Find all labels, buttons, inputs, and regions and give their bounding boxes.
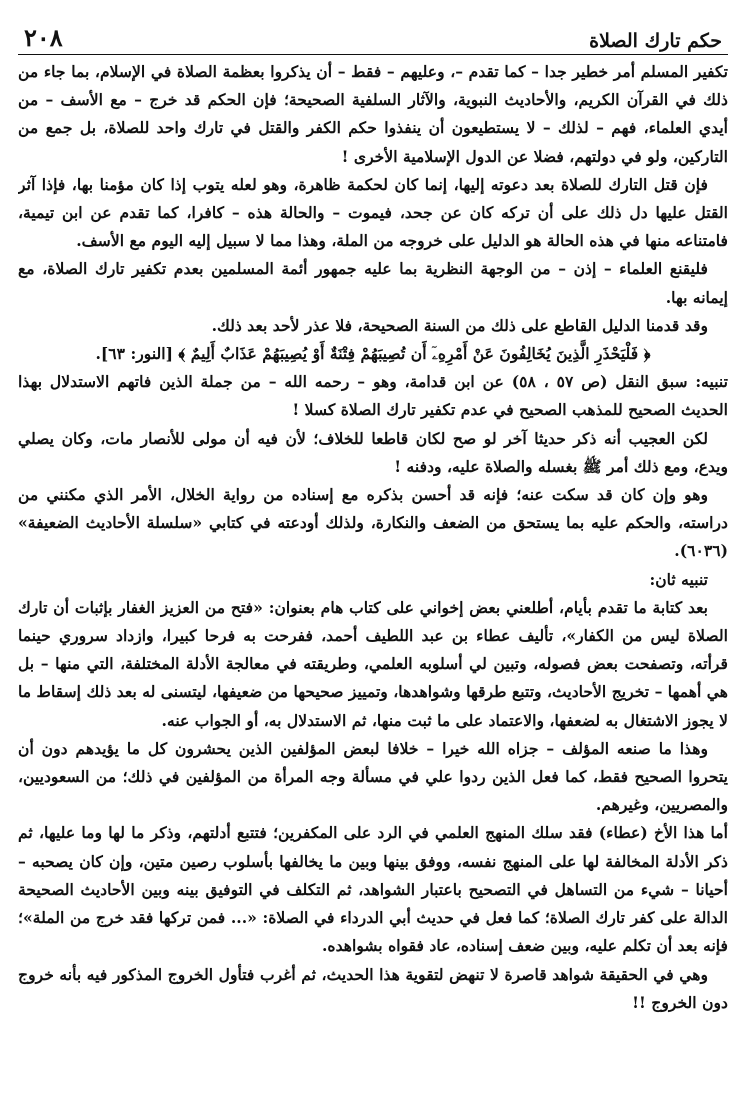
- paragraph-1: تكفير المسلم أمر خطير جدا – كما تقدم –، وعليهم – فقط – أن يذكروا بعظمة الصلاة في الإسلام، بما جاء من ذلك في القرآن الكريم، والأحاديث النبوية، والآثار السلفية الصحيحة؛ فإن الحكم قد خرج – مع الأسف – من أيدي العلماء، فهم – لذلك – لا يستطيعون أن ينفذوا حكم الكفر والقتل في تارك واحد للصلاة، بل جمع من التاركين، ولو في دولتهم، فضلا عن الدول الإسلامية الأخرى !: [18, 62, 728, 166]
- quran-verse: ﴿ فَلْيَحْذَرِ الَّذِينَ يُخَالِفُونَ عَنْ أَمْرِهِۦٓ أَن تُصِيبَهُمْ فِتْنَةٌ أَوْ يُصِيبَهُمْ عَذَابٌ أَلِيمٌ ﴾ [النور: ٦٣].: [95, 344, 651, 364]
- note-1: تنبيه: سبق النقل (ص ٥٧ ، ٥٨) عن ابن قدامة، وهو – رحمه الله – من جملة الذين فاتهم الاستدلال بهذا الحديث الصحيح للمذهب الصحيح في عدم تكفير تارك الصلاة كسلا !: [18, 372, 728, 420]
- book-page: [18, 18, 728, 1078]
- page-header: [18, 18, 728, 55]
- paragraph-7: بعد كتابة ما تقدم بأيام، أطلعني بعض إخواني على كتاب هام بعنوان: «فتح من العزيز الغفار بإثبات أن تارك الصلاة ليس من الكفار»، تأليف عطاء بن عبد اللطيف أحمد، ففرحت به فرحا كبيرا، وازداد سروري حينما قرأته، وتصفحت بعض فصوله، وتبين لي أسلوبه العلمي، وطريقته في معالجة الأدلة المختلفة، التي منها – بل هي أهمها – تخريج الأحاديث، وتتبع طرقها وشواهدها، وتمييز صحيحها من ضعيفها، ليتسنى له بعد ذلك إسقاط ما لا يجوز الاشتغال به لضعفها، والاعتماد على ما ثبت منها، ثم الاستدلال به، أو الجواب عنه.: [18, 597, 728, 730]
- paragraph-8: وهذا ما صنعه المؤلف – جزاه الله خيرا – خلافا لبعض المؤلفين الذين يحشرون كل ما يؤيدهم دون أن يتحروا الصحيح فقط، كما فعل الذين ردوا علي في مسألة وجه المرأة من المؤلفين في ذلك؛ من السعوديين، والمصريين، وغيرهم.: [18, 738, 728, 815]
- running-title: حكم تارك الصلاة: [589, 30, 722, 52]
- paragraph-4: وقد قدمنا الدليل القاطع على ذلك من السنة الصحيحة، فلا عذر لأحد بعد ذلك.: [211, 315, 708, 335]
- paragraph-3: فليقنع العلماء – إذن – من الوجهة النظرية بما عليه جمهور أئمة المسلمين بعدم تكفير تارك الصلاة، مع إيمانه بها.: [18, 259, 728, 307]
- paragraph-5: لكن العجيب أنه ذكر حديثا آخر لو صح لكان قاطعا للخلاف؛ لأن فيه أن مولى للأنصار مات، وكان يصلي ويدع، ومع ذلك أمر ﷺ بغسله والصلاة عليه، ودفنه !: [18, 428, 728, 476]
- paragraph-2: فإن قتل التارك للصلاة بعد دعوته إليها، إنما كان لحكمة ظاهرة، وهو لعله يتوب إذا كان مؤمنا بها، فإذا آثر القتل عليها دل ذلك على أن تركه كان عن جحد، فيموت – والحالة هذه – كافرا، كما تقدم عن ابن تيمية، فامتناعه منها في هذه الحالة هو الدليل على خروجه من الملة، وهذا مما لا سبيل إليه اليوم مع الأسف.: [18, 174, 728, 251]
- paragraph-10: وهي في الحقيقة شواهد قاصرة لا تنهض لتقوية هذا الحديث، ثم أغرب فتأول الخروج المذكور فيه بأنه خروج دون الخروج !!: [18, 964, 728, 1012]
- note-2-heading: تنبيه ثان:: [649, 569, 708, 589]
- page-number: ٢٠٨: [24, 23, 63, 52]
- paragraph-6: وهو وإن كان قد سكت عنه؛ فإنه قد أحسن بذكره مع إسناده من رواية الخلال، الأمر الذي مكنني من دراسته، والحكم عليه بما يستحق من الضعف والنكارة، ولذلك أودعته في كتابي «سلسلة الأحاديث الضعيفة» (٦٠٣٦).: [18, 485, 728, 561]
- paragraph-9: أما هذا الأخ (عطاء) فقد سلك المنهج العلمي في الرد على المكفرين؛ فتتبع أدلتهم، وذكر ما لها وما عليها، ثم ذكر الأدلة المخالفة لها على المنهج نفسه، ووفق بينها وبين ما يخالفها بأسلوب رصين متين، وإن كان يصحبه – أحيانا – شيء من التساهل في التصحيح باعتبار الشواهد، ثم التكلف في التوفيق بينه وبين الأحاديث الصحيحة الدالة على كفر تارك الصلاة؛ كما فعل في حديث أبي الدرداء في الصلاة: «... فمن تركها فقد خرج من الملة»؛ فإنه بعد أن تكلم عليه، وبين ضعف إسناده، عاد فقواه بشواهده.: [18, 823, 728, 956]
- page-body: [18, 55, 728, 1017]
